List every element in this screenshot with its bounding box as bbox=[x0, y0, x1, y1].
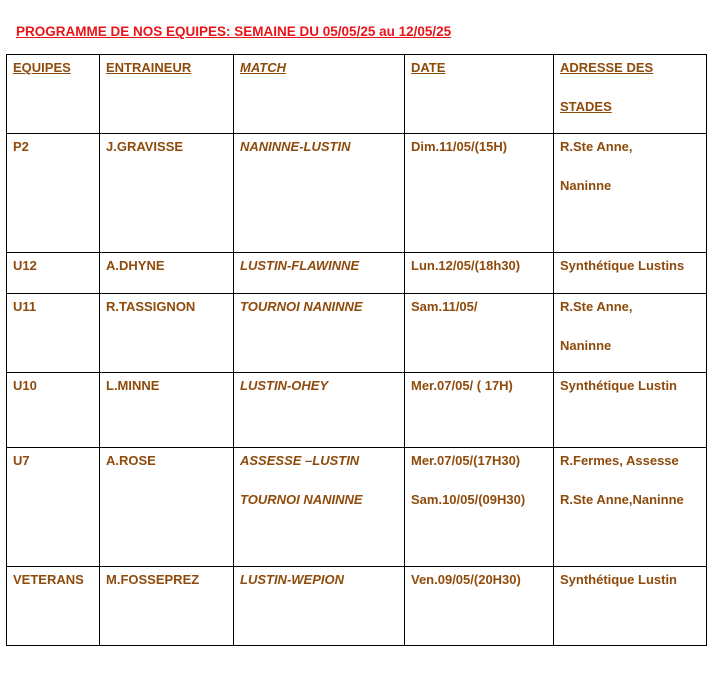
adresse-line1: R.Ste Anne, bbox=[560, 139, 633, 154]
cell-match: LUSTIN-OHEY bbox=[234, 373, 405, 448]
cell-adresse bbox=[554, 373, 707, 448]
adresse-line2: Naninne bbox=[560, 338, 612, 353]
cell-date: Dim.11/05/(15H) bbox=[405, 134, 554, 253]
cell-equipe: U10 bbox=[7, 373, 100, 448]
date-line1: Mer.07/05/(17H30) bbox=[411, 453, 521, 468]
header-adresse-line2: STADES bbox=[560, 99, 612, 114]
cell-match: TOURNOI NANINNE bbox=[234, 294, 405, 373]
cell-date bbox=[405, 448, 554, 567]
cell-entraineur: A.ROSE bbox=[100, 448, 234, 567]
adresse-line1: Synthétique Lustin bbox=[560, 572, 677, 587]
table-row bbox=[7, 134, 707, 253]
team-program-table bbox=[6, 54, 707, 646]
cell-equipe: U11 bbox=[7, 294, 100, 373]
header-date: DATE bbox=[405, 55, 554, 134]
match-line2: TOURNOI NANINNE bbox=[240, 492, 363, 507]
cell-equipe: U7 bbox=[7, 448, 100, 567]
cell-adresse bbox=[554, 134, 707, 253]
table-row bbox=[7, 567, 707, 646]
cell-adresse bbox=[554, 253, 707, 294]
cell-date: Lun.12/05/(18h30) bbox=[405, 253, 554, 294]
cell-adresse bbox=[554, 567, 707, 646]
cell-match: LUSTIN-WEPION bbox=[234, 567, 405, 646]
header-equipes: EQUIPES bbox=[7, 55, 100, 134]
cell-date: Sam.11/05/ bbox=[405, 294, 554, 373]
adresse-line1: Synthétique Lustin bbox=[560, 378, 677, 393]
cell-equipe: VETERANS bbox=[7, 567, 100, 646]
cell-date: Ven.09/05/(20H30) bbox=[405, 567, 554, 646]
cell-equipe: P2 bbox=[7, 134, 100, 253]
cell-match: NANINNE-LUSTIN bbox=[234, 134, 405, 253]
table-row bbox=[7, 448, 707, 567]
match-line1: ASSESSE –LUSTIN bbox=[240, 453, 360, 468]
table-row bbox=[7, 373, 707, 448]
adresse-line1: R.Fermes, Assesse bbox=[560, 453, 679, 468]
cell-entraineur: L.MINNE bbox=[100, 373, 234, 448]
header-match: MATCH bbox=[234, 55, 405, 134]
table-row bbox=[7, 253, 707, 294]
cell-entraineur: J.GRAVISSE bbox=[100, 134, 234, 253]
adresse-line2: Naninne bbox=[560, 178, 612, 193]
header-entraineur: ENTRAINEUR bbox=[100, 55, 234, 134]
cell-match bbox=[234, 448, 405, 567]
adresse-line2: R.Ste Anne,Naninne bbox=[560, 492, 684, 507]
table-row bbox=[7, 294, 707, 373]
cell-adresse bbox=[554, 448, 707, 567]
page-title: PROGRAMME DE NOS EQUIPES: SEMAINE DU 05/05/25 au 12/05/25 bbox=[16, 24, 452, 39]
date-line2: Sam.10/05/(09H30) bbox=[411, 492, 526, 507]
table-header-row bbox=[7, 55, 707, 134]
adresse-line1: R.Ste Anne, bbox=[560, 299, 633, 314]
cell-date: Mer.07/05/ ( 17H) bbox=[405, 373, 554, 448]
cell-adresse bbox=[554, 294, 707, 373]
cell-match: LUSTIN-FLAWINNE bbox=[234, 253, 405, 294]
header-adresse bbox=[554, 55, 707, 134]
cell-entraineur: R.TASSIGNON bbox=[100, 294, 234, 373]
adresse-line1: Synthétique Lustins bbox=[560, 258, 685, 273]
cell-entraineur: A.DHYNE bbox=[100, 253, 234, 294]
cell-equipe: U12 bbox=[7, 253, 100, 294]
cell-entraineur: M.FOSSEPREZ bbox=[100, 567, 234, 646]
header-adresse-line1: ADRESSE DES bbox=[560, 60, 654, 75]
